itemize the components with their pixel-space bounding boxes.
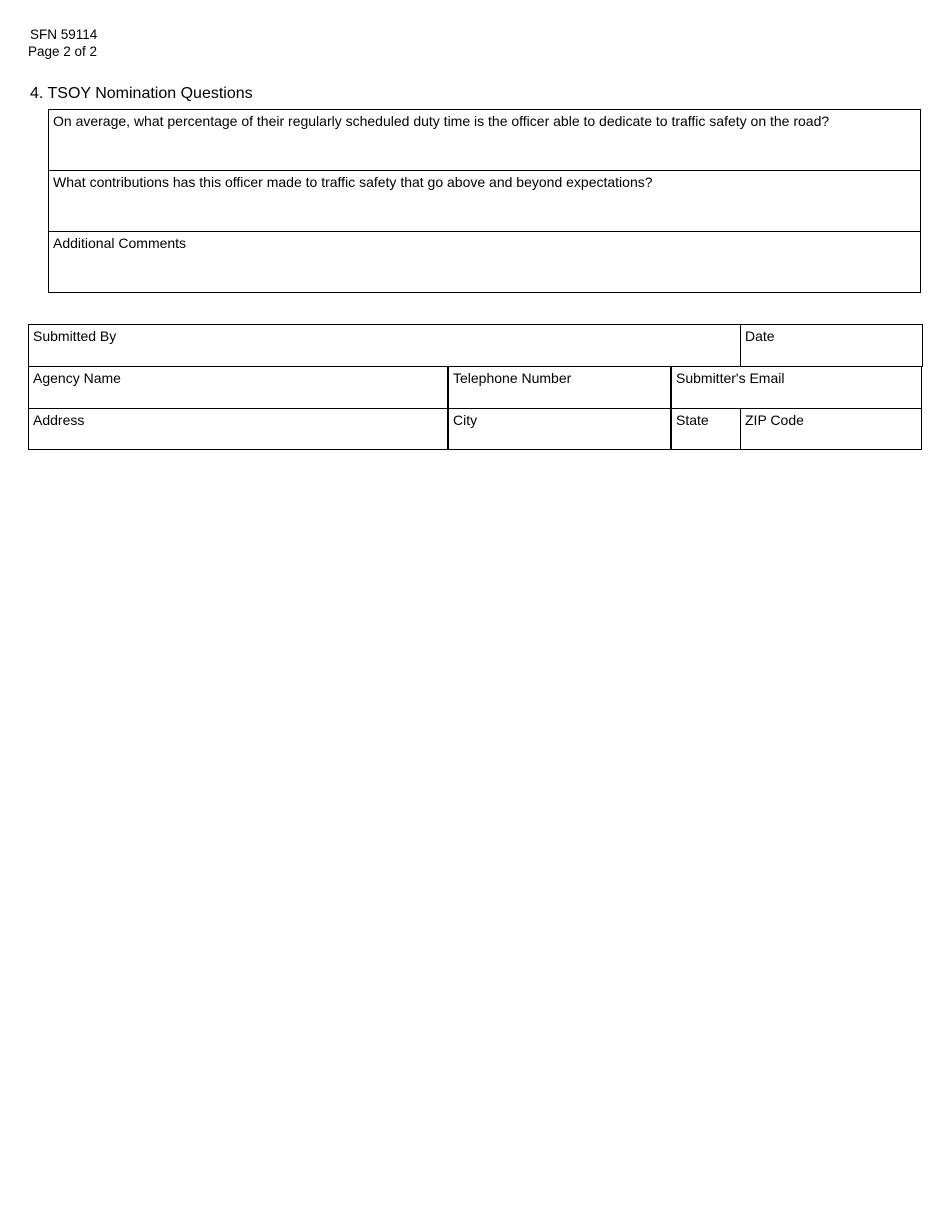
state-label: State bbox=[676, 412, 709, 428]
state-field[interactable] bbox=[670, 408, 741, 450]
form-number: SFN 59114 bbox=[30, 27, 98, 42]
zip-code-field[interactable] bbox=[740, 408, 922, 450]
email-label: Submitter's Email bbox=[676, 370, 785, 386]
question-percentage-duty-field[interactable] bbox=[49, 110, 920, 171]
section-title: 4. TSOY Nomination Questions bbox=[30, 85, 253, 102]
address-field[interactable] bbox=[28, 408, 448, 450]
telephone-label: Telephone Number bbox=[453, 370, 572, 386]
submitted-by-field[interactable] bbox=[28, 324, 741, 367]
question-label: Additional Comments bbox=[53, 235, 187, 251]
additional-comments-field[interactable] bbox=[49, 232, 920, 292]
city-field[interactable] bbox=[447, 408, 672, 450]
city-label: City bbox=[453, 412, 478, 428]
question-label: On average, what percentage of their regularly scheduled duty time is the officer able to dedicate to traffic safety on the road? bbox=[53, 113, 830, 129]
date-label: Date bbox=[745, 328, 775, 344]
question-contributions-field[interactable] bbox=[49, 171, 920, 232]
page-number: Page 2 of 2 bbox=[28, 44, 98, 59]
agency-name-field[interactable] bbox=[28, 366, 448, 409]
email-field[interactable] bbox=[670, 366, 922, 409]
submitted-by-label: Submitted By bbox=[33, 328, 117, 344]
address-label: Address bbox=[33, 412, 85, 428]
telephone-field[interactable] bbox=[447, 366, 672, 409]
nomination-questions-box bbox=[48, 109, 921, 293]
date-field[interactable] bbox=[740, 324, 923, 367]
zip-code-label: ZIP Code bbox=[745, 412, 804, 428]
question-label: What contributions has this officer made to traffic safety that go above and beyond expectations? bbox=[53, 174, 653, 190]
agency-name-label: Agency Name bbox=[33, 370, 121, 386]
